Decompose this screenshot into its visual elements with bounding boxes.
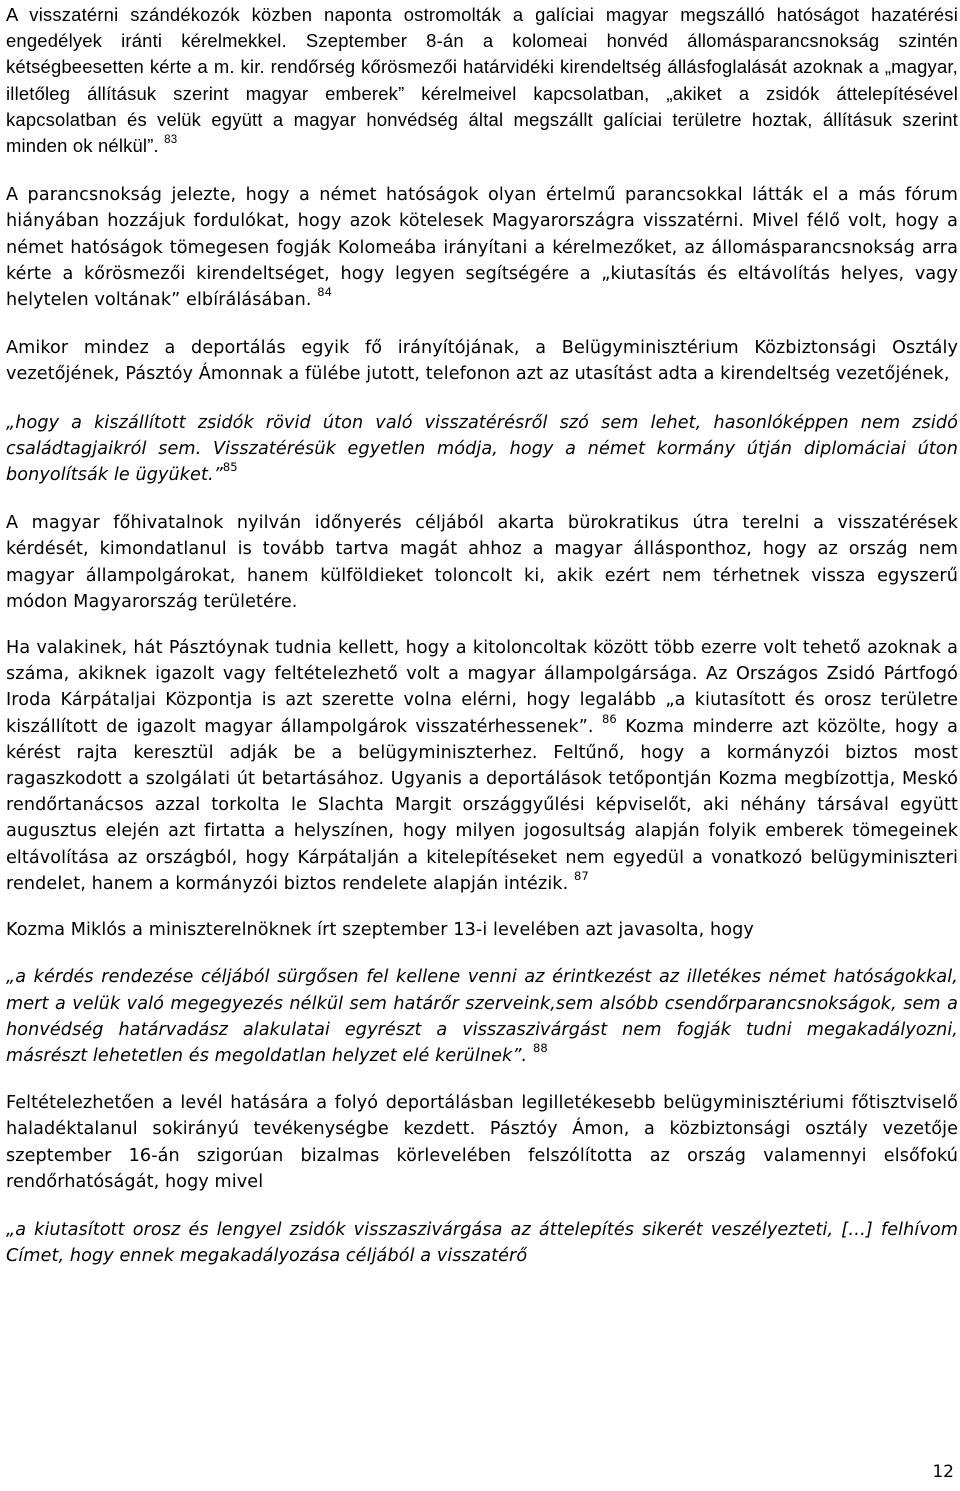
quote-2 — [6, 964, 958, 1069]
paragraph-3-text: Amikor mindez a deportálás egyik fő irányítójának, a Belügyminisztérium Közbiztonsági Osztály vezetőjének, Pásztóy Ámonnak a fülébe jutott, telefonon azt az utasítást adta a kirendeltség vezetőjének, — [6, 338, 958, 385]
document-page — [6, 2, 958, 1269]
paragraph-6-text-b: Kozma minderre azt közölte, hogy a kérést rajta keresztül adják be a belügyminiszterhez. Feltűnő, hogy a kormányzói biztos most ragaszkodott a szolgálati út betartásához. Ugyanis a deportálások tetőpontján Kozma megbízottja, Meskó rendőrtanácsos azzal torkolta le Slachta Margit országgyűlési képviselőt, aki néhány társával együtt augusztus elején azt firtatta a helyszínen, hogy milyen jogosultság alapján folyik emberek tömegeinek eltávolítása az országból, hogy Kárpátalján a kitelepítéseket nem egyedül a vonatkozó belügyminiszteri rendelet, hanem a kormányzói biztos rendelete alapján intézik. — [6, 716, 959, 894]
footnote-ref-84[interactable]: 84 — [317, 285, 333, 300]
quote-3-text: „a kiutasított orosz és lengyel zsidók visszaszivárgása az áttelepítés sikerét veszélyezteti, […] felhívom Címet, hogy ennek megakadályozása céljából a visszatérő — [6, 1219, 958, 1267]
paragraph-2 — [6, 182, 958, 313]
quote-1 — [6, 410, 958, 489]
paragraph-9 — [6, 1090, 958, 1195]
paragraph-5 — [6, 510, 958, 615]
footnote-ref-88[interactable]: 88 — [532, 1041, 548, 1056]
footnote-ref-87[interactable]: 87 — [574, 869, 589, 884]
footnote-ref-86[interactable]: 86 — [601, 711, 617, 726]
quote-3 — [6, 1217, 958, 1269]
paragraph-3 — [6, 335, 958, 387]
paragraph-6 — [6, 635, 958, 897]
paragraph-1-text: A visszatérni szándékozók közben naponta ostromolták a galíciai magyar megszálló hatóságot hazatérési engedélyek iránti kérelmekkel. Szeptember 8-án a kolomeai honvéd állomásparancsnokság szintén kétségbeesetten kérte a m. kir. rendőrség kőrösmezői határvidéki kirendeltség állásfoglalását azoknak a „magyar, illetőleg állításuk szerint magyar emberek” kérelmeivel kapcsolatban, „akiket a zsidók áttelepítésével kapcsolatban és velük együtt a magyar honvédség által megszállt galíciai területre hoztak, állításuk szerint minden ok nélkül”. — [6, 4, 958, 157]
quote-1-text: „hogy a kiszállított zsidók rövid úton való visszatérésről szó sem lehet, hasonlóképpen nem zsidó családtagjaikról sem. Visszatérésük egyetlen módja, hogy a német kormány útján diplomáciai úton bonyolítsák le ügyüket.” — [6, 412, 958, 486]
paragraph-2-text: A parancsnokság jelezte, hogy a német hatóságok olyan értelmű parancsokkal látták el a más fórum hiányában hozzájuk fordulókat, hogy azok kötelesek Magyarországra visszatérni. Mivel félő volt, hogy a német hatóságok tömegesen fogják Kolomeába irányítani a kérelmezőket, az állomásparancsnokság arra kérte a kőrösmezői kirendeltséget, hogy legyen segítségére a „kiutasítás és eltávolítás helyes, vagy helytelen voltának” elbírálásában. — [6, 185, 958, 311]
quote-2-text: „a kérdés rendezése céljából sürgősen fel kellene venni az érintkezést az illetékes német hatóságokkal, mert a velük való megegyezés nélkül sem határőr szerveink,sem alsóbb csendőrparancsnokságok, sem a honvédség határvadász alakulatai egyrészt a visszaszivárgást nem fogják tudni megakadályozni, másrészt lehetetlen és megoldatlan helyzet elé kerülnek”. — [6, 967, 958, 1066]
paragraph-7 — [6, 917, 958, 943]
paragraph-5-text: A magyar főhivatalnok nyilván időnyerés céljából akarta bürokratikus útra terelni a visszatérések kérdését, kimondatlanul is tovább tartva magát ahhoz a magyar állásponthoz, hogy az ország nem magyar állampolgárokat, hanem külföldieket toloncolt ki, akik ezért nem térhetnek vissza egyszerű módon Magyarország területére. — [6, 513, 958, 612]
paragraph-9-text: Feltételezhetően a levél hatására a folyó deportálásban legilletékesebb belügyminisztériumi főtisztviselő haladéktalanul sokirányú tevékenységbe kezdett. Pásztóy Ámon, a közbiztonsági osztály vezetője szeptember 16-án szigorúan bizalmas körlevelében felszólította az ország valamennyi elsőfokú rendőrhatóságát, hogy mivel — [6, 1093, 958, 1192]
footnote-ref-85[interactable]: 85 — [222, 460, 238, 475]
paragraph-1 — [6, 2, 958, 159]
footnote-ref-83[interactable]: 83 — [164, 133, 178, 146]
page-number: 12 — [932, 1462, 954, 1482]
paragraph-6-text-a: Ha valakinek, hát Pásztóynak tudnia kellett, hogy a kitoloncoltak között több ezerre volt tehető azoknak a száma, akiknek igazolt vagy feltételezhető volt a magyar állampolgársága. Az Országos Zsidó Pártfogó Iroda Kárpátaljai Központja is azt szerette volna elérni, hogy legalább „a kiutasított és orosz területre kiszállított de igazolt magyar állampolgárok visszatérhessenek”. — [6, 638, 958, 737]
paragraph-7-text: Kozma Miklós a miniszterelnöknek írt szeptember 13-i levelében azt javasolta, hogy — [6, 920, 754, 941]
